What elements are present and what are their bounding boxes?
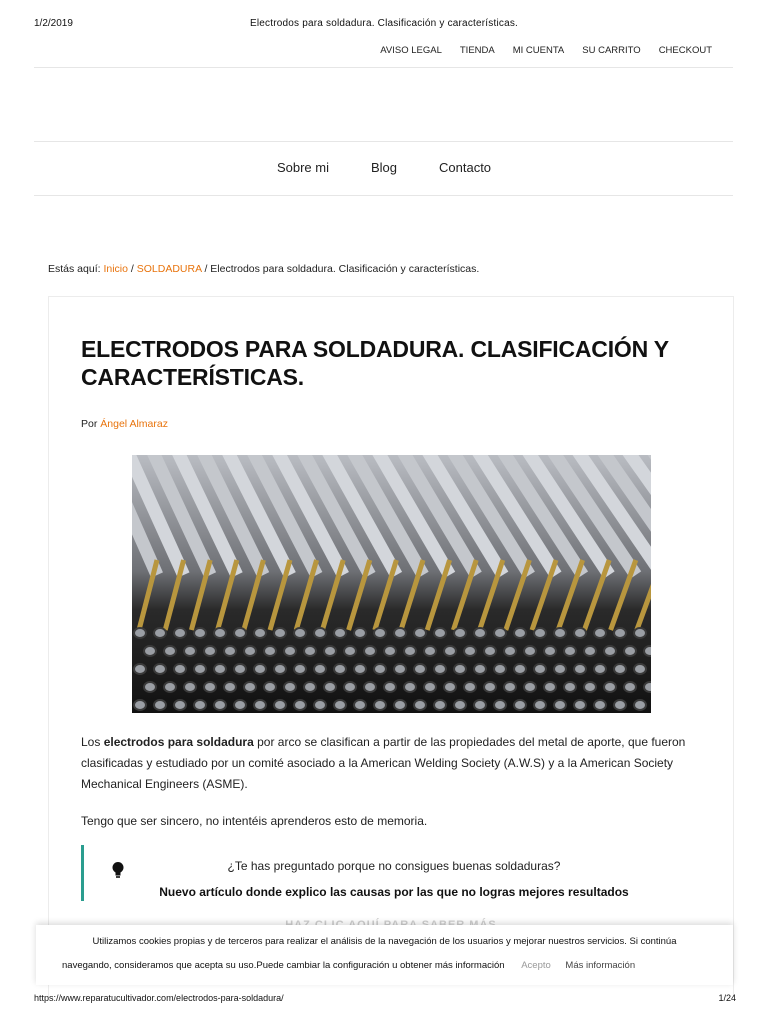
nav-contacto[interactable]: Contacto (439, 160, 492, 175)
author-link[interactable]: Ángel Almaraz (100, 418, 168, 430)
print-url: https://www.reparatucultivador.com/electrodos-para-soldadura/ (34, 993, 284, 1003)
divider (34, 141, 733, 142)
electrode-end (624, 682, 636, 692)
electrode-end (534, 664, 546, 674)
electrode-end (294, 628, 306, 638)
electrode-end (374, 700, 386, 710)
electrode-end (214, 628, 226, 638)
electrode-end (154, 700, 166, 710)
electrode-end (214, 700, 226, 710)
electrode-end (254, 700, 266, 710)
electrode-end (634, 700, 646, 710)
electrode-end (434, 664, 446, 674)
electrode-end (644, 682, 651, 692)
electrode-end (444, 646, 456, 656)
print-title: Electrodos para soldadura. Clasificación y características. (249, 18, 519, 29)
electrode-end (414, 664, 426, 674)
electrode-end (264, 682, 276, 692)
electrode-end (634, 664, 646, 674)
electrode-end (244, 682, 256, 692)
electrode-end (554, 628, 566, 638)
divider (34, 195, 733, 196)
electrode-end (514, 664, 526, 674)
callout-box (81, 845, 704, 901)
electrode-end (514, 628, 526, 638)
electrode-end (244, 646, 256, 656)
electrode-end (574, 628, 586, 638)
byline-label: Por (81, 418, 98, 430)
electrode-end (484, 646, 496, 656)
electrode-end (494, 700, 506, 710)
electrode-end (274, 628, 286, 638)
electrode-end (164, 646, 176, 656)
electrode-end (364, 682, 376, 692)
electrode-end (194, 664, 206, 674)
util-link-su-carrito[interactable]: SU CARRITO (582, 45, 641, 56)
electrode-end (504, 646, 516, 656)
electrode-end (234, 664, 246, 674)
electrode-end (414, 700, 426, 710)
breadcrumb-prefix: Estás aquí: (48, 263, 101, 275)
callout-answer[interactable]: Nuevo artículo donde explico las causas por las que no logras mejores resultados (159, 885, 629, 899)
electrode-end (524, 682, 536, 692)
util-link-mi-cuenta[interactable]: MI CUENTA (512, 45, 565, 56)
electrode-end (304, 646, 316, 656)
electrode-end (414, 628, 426, 638)
electrode-end (454, 700, 466, 710)
electrode-end (194, 628, 206, 638)
second-paragraph: Tengo que ser sincero, no intentéis aprenderos esto de memoria. (81, 814, 428, 828)
breadcrumb-separator: / (130, 263, 134, 275)
electrode-end (134, 664, 146, 674)
electrode-end (334, 628, 346, 638)
electrode-end (284, 646, 296, 656)
electrode-end (614, 700, 626, 710)
electrode-end (294, 664, 306, 674)
p1-pre: Los (81, 735, 101, 749)
electrode-end (384, 682, 396, 692)
electrode-end (224, 646, 236, 656)
callout-question: ¿Te has preguntado porque no consigues buenas soldaduras? (227, 859, 561, 873)
electrode-end (604, 682, 616, 692)
electrode-end (334, 664, 346, 674)
util-link-aviso-legal[interactable]: AVISO LEGAL (380, 45, 442, 56)
electrode-end (644, 646, 651, 656)
electrode-end (354, 628, 366, 638)
util-link-checkout[interactable]: CHECKOUT (658, 45, 712, 56)
electrode-end (594, 700, 606, 710)
electrode-end (154, 628, 166, 638)
electrode-end (404, 646, 416, 656)
electrode-end (384, 646, 396, 656)
electrode-end (614, 664, 626, 674)
electrode-end (614, 628, 626, 638)
article-card (48, 296, 734, 997)
electrode-end (344, 682, 356, 692)
electrode-end (604, 646, 616, 656)
electrode-end (584, 682, 596, 692)
electrode-end (214, 664, 226, 674)
electrode-end (354, 700, 366, 710)
nav-blog[interactable]: Blog (370, 160, 397, 175)
electrode-end (374, 664, 386, 674)
electrode-end (454, 664, 466, 674)
electrode-end (474, 628, 486, 638)
main-nav (0, 160, 768, 175)
electrode-end (324, 646, 336, 656)
electrode-end (314, 700, 326, 710)
electrode-end (394, 664, 406, 674)
electrode-end (134, 700, 146, 710)
electrode-end (564, 646, 576, 656)
breadcrumb-current: / Electrodos para soldadura. Clasificación y características. (204, 263, 480, 275)
electrode-end (364, 646, 376, 656)
electrodes-photo (132, 455, 651, 713)
electrode-end (274, 700, 286, 710)
electrode-end (394, 628, 406, 638)
electrode-end (144, 646, 156, 656)
electrode-end (474, 664, 486, 674)
cookie-banner (36, 925, 733, 985)
utility-nav (380, 45, 712, 56)
divider (34, 67, 733, 68)
electrode-end (144, 682, 156, 692)
electrode-end (344, 646, 356, 656)
article-title: ELECTRODOS PARA SOLDADURA. CLASIFICACIÓN Y CARACTERÍSTICAS. (81, 336, 669, 390)
electrode-end (594, 628, 606, 638)
electrode-end (164, 682, 176, 692)
electrode-end (254, 664, 266, 674)
electrode-end (434, 700, 446, 710)
electrode-end (534, 628, 546, 638)
electrode-end (574, 700, 586, 710)
electrodes-illustration (132, 455, 651, 713)
electrode-end (324, 682, 336, 692)
electrode-end (254, 628, 266, 638)
breadcrumb (48, 263, 479, 275)
util-link-tienda[interactable]: TIENDA (459, 45, 495, 56)
electrode-end (284, 682, 296, 692)
electrode-end (464, 646, 476, 656)
electrode-end (204, 646, 216, 656)
electrode-end (514, 700, 526, 710)
electrode-end (264, 646, 276, 656)
electrode-end (554, 664, 566, 674)
electrode-end (484, 682, 496, 692)
electrode-end (594, 664, 606, 674)
print-page-number: 1/24 (718, 993, 736, 1003)
breadcrumb-category-link[interactable]: SOLDADURA (136, 263, 202, 275)
electrode-end (204, 682, 216, 692)
cookie-accept-button[interactable]: Acepto (521, 960, 551, 971)
cookie-more-info-link[interactable]: Más información (565, 960, 636, 971)
electrode-end (354, 664, 366, 674)
electrode-end (444, 682, 456, 692)
electrode-end (404, 682, 416, 692)
electrode-end (234, 628, 246, 638)
electrode-end (294, 700, 306, 710)
electrode-end (504, 682, 516, 692)
electrode-end (374, 628, 386, 638)
electrode-end (434, 628, 446, 638)
electrode-end (134, 628, 146, 638)
electrode-end (314, 628, 326, 638)
electrode-end (454, 628, 466, 638)
cookie-text-line2 (62, 960, 742, 971)
electrode-end (334, 700, 346, 710)
electrode-end (564, 682, 576, 692)
electrode-end (464, 682, 476, 692)
electrode-end (394, 700, 406, 710)
breadcrumb-home-link[interactable]: Inicio (103, 263, 128, 275)
electrode-end (174, 700, 186, 710)
electrode-end (224, 682, 236, 692)
electrode-end (234, 700, 246, 710)
electrode-end (544, 682, 556, 692)
electrode-end (474, 700, 486, 710)
byline (81, 418, 168, 430)
electrode-end (194, 700, 206, 710)
electrode-end (494, 628, 506, 638)
electrode-end (314, 664, 326, 674)
electrode-end (274, 664, 286, 674)
electrode-end (544, 646, 556, 656)
intro-paragraph (81, 732, 711, 795)
electrode-end (624, 646, 636, 656)
electrode-end (634, 628, 646, 638)
electrode-end (304, 682, 316, 692)
electrode-end (174, 628, 186, 638)
electrode-end (424, 646, 436, 656)
electrode-end (154, 664, 166, 674)
electrode-end (184, 682, 196, 692)
electrode-end (424, 682, 436, 692)
nav-sobre-mi[interactable]: Sobre mi (276, 160, 329, 175)
electrode-end (554, 700, 566, 710)
print-header (0, 18, 768, 32)
p1-bold: electrodos para soldadura (103, 735, 254, 749)
electrode-end (524, 646, 536, 656)
electrode-end (174, 664, 186, 674)
electrode-end (494, 664, 506, 674)
electrode-end (574, 664, 586, 674)
electrode-end (184, 646, 196, 656)
print-date: 1/2/2019 (34, 18, 73, 29)
electrode-end (534, 700, 546, 710)
cookie-text-line2-text: navegando, consideramos que acepta su uso.Puede cambiar la configuración u obtener más información (62, 960, 505, 971)
cookie-text-line1: Utilizamos cookies propias y de terceros para realizar el análisis de la navegación de los usuarios y mejorar nuestros servicios. Si continúa (92, 936, 677, 947)
electrode-end (584, 646, 596, 656)
p1-post: por arco se clasifican a partir de las propiedades del metal de aporte, que fueron clasificadas y estudiado por un comité asociado a la American Welding Society (A.W.S) y a la American Society Mechanical Engineers (ASME). (81, 735, 686, 791)
